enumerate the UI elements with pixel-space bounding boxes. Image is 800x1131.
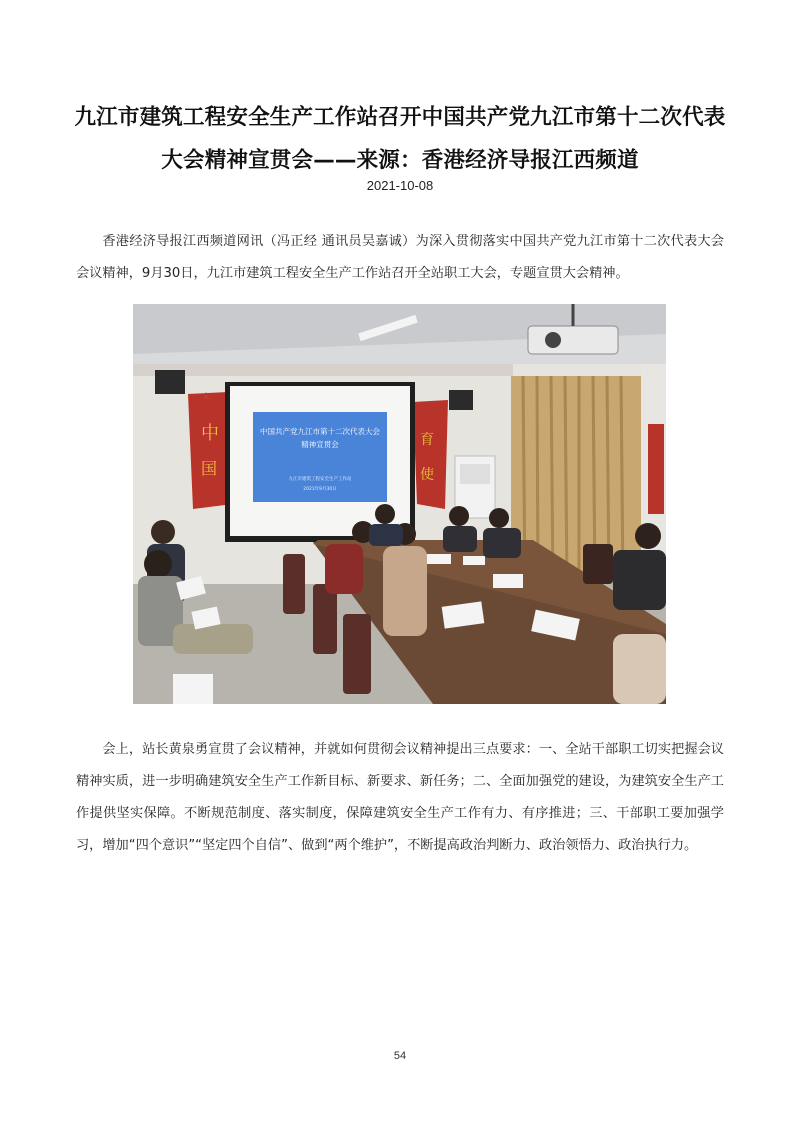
svg-text:国: 国 [201,459,218,478]
svg-text:使: 使 [420,467,434,483]
slide-date-text: 2021年9月30日 [303,487,337,492]
article-title: 九江市建筑工程安全生产工作站召开中国共产党九江市第十二次代表大会精神宣贯会——来源：香港经济导报江西频道 [74,105,726,173]
svg-text:中: 中 [201,423,219,444]
slide-subtitle-text: 精神宣贯会 [301,440,339,449]
slide-title-text: 中国共产党九江市第十二次代表大会 [260,427,380,436]
slide-footer-text: 九江市建筑工程安全生产工作站 [288,477,352,482]
page-number: 54 [393,1050,407,1062]
meeting-photo [133,304,666,704]
article-paragraph: 香港经济导报江西频道网讯（冯正经 通讯员吴嘉诚）为深入贯彻落实中国共产党九江市第十二次代表大会会议精神，9月30日，九江市建筑工程安全生产工作站召开全站职工大会，专题宣贯大会精神。 [76,234,724,281]
article-paragraph: 会上，站长黄泉勇宣贯了会议精神，并就如何贯彻会议精神提出三点要求：一、全站干部职工切实把握会议精神实质，进一步明确建筑安全生产工作新目标、新要求、新任务；二、全面加强党的建设，为建筑安全生产工作提供坚实保障。不断规范制度、落实制度，保障建筑安全生产工作有力、有序推进；三、干部职工要加强学习，增加“四个意识”“坚定四个自信”、做到“两个维护”，不断提高政治判断力、政治领悟力、政治执行力。 [76,742,724,853]
svg-text:育: 育 [420,432,434,448]
article-date: 2021-10-08 [366,178,434,193]
